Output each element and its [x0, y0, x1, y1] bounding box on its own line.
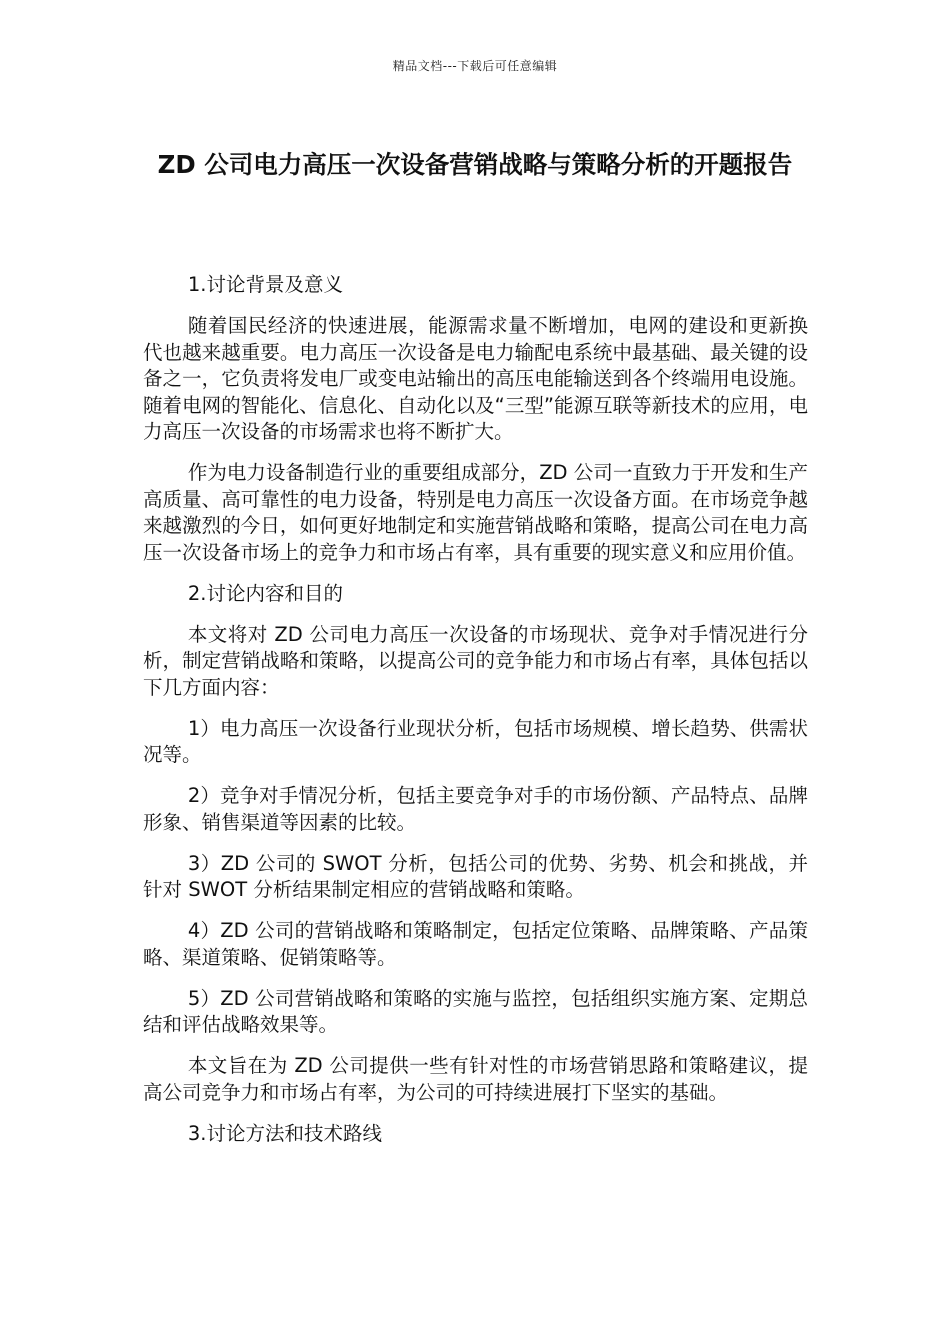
paragraph-company-role: 作为电力设备制造行业的重要组成部分，ZD 公司一直致力于开发和生产高质量、高可靠性的电力设备，特别是电力高压一次设备方面。在市场竞争越来越激烈的今日，如何更好地制定和实施营销战略和策略，提高公司在电力高压一次设备市场上的竞争力和市场占有率，具有重要的现实意义和应用价值。 — [143, 461, 808, 564]
section-heading-3: 3.讨论方法和技术路线 — [187, 1121, 382, 1145]
paragraph-background: 随着国民经济的快速进展，能源需求量不断增加，电网的建设和更新换代也越来越重要。电力高压一次设备是电力输配电系统中最基础、最关键的设备之一，它负责将发电厂或变电站输出的高压电能输送到各个终端用电设施。随着电网的智能化、信息化、自动化以及“三型”能源互联等新技术的应用，电力高压一次设备的市场需求也将不断扩大。 — [143, 314, 808, 443]
paragraph-purpose: 本文旨在为 ZD 公司提供一些有针对性的市场营销思路和策略建议，提高公司竞争力和市场占有率，为公司的可持续进展打下坚实的基础。 — [143, 1054, 808, 1104]
section-heading-1: 1.讨论背景及意义 — [187, 273, 343, 296]
header-note: 精品文档---下载后可任意编辑 — [392, 59, 558, 73]
list-item-2: 2）竞争对手情况分析，包括主要竞争对手的市场份额、产品特点、品牌形象、销售渠道等因素的比较。 — [143, 784, 808, 834]
list-item-1: 1）电力高压一次设备行业现状分析，包括市场规模、增长趋势、供需状况等。 — [143, 716, 808, 766]
document-title: ZD 公司电力高压一次设备营销战略与策略分析的开题报告 — [157, 150, 793, 179]
section-heading-2: 2.讨论内容和目的 — [187, 581, 343, 605]
list-item-5: 5）ZD 公司营销战略和策略的实施与监控，包括组织实施方案、定期总结和评估战略效果等。 — [143, 986, 808, 1036]
list-item-3: 3）ZD 公司的 SWOT 分析，包括公司的优势、劣势、机会和挑战，并针对 SWOT 分析结果制定相应的营销战略和策略。 — [143, 851, 808, 901]
paragraph-content-intro: 本文将对 ZD 公司电力高压一次设备的市场现状、竞争对手情况进行分析，制定营销战略和策略，以提高公司的竞争能力和市场占有率，具体包括以下几方面内容： — [143, 622, 808, 699]
document-body — [143, 272, 808, 1162]
list-item-4: 4）ZD 公司的营销战略和策略制定，包括定位策略、品牌策略、产品策略、渠道策略、促销策略等。 — [143, 919, 808, 969]
